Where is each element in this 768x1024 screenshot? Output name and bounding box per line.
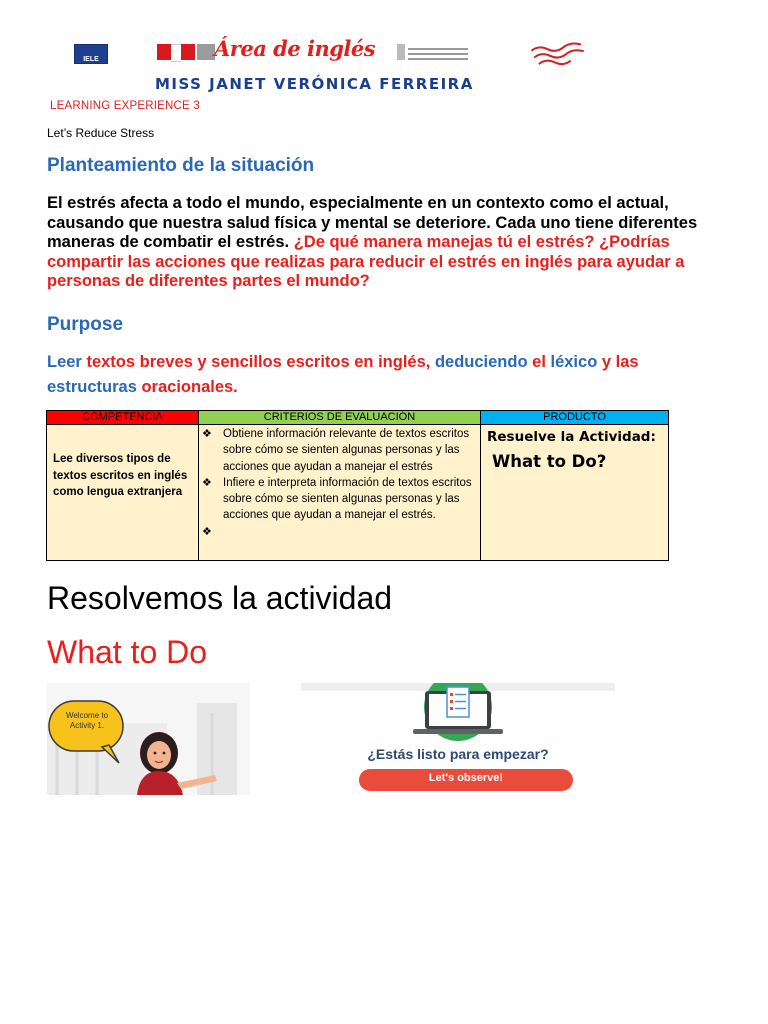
competencia-cell: Lee diversos tipos de textos escritos en inglés como lengua extranjera: [47, 425, 199, 561]
criterios-cell: [199, 425, 481, 561]
ministry-block: [197, 44, 215, 60]
welcome-bubble-text: Welcome to Activity 1.: [65, 711, 109, 730]
gov-divider: [397, 44, 405, 60]
activity-subtitle: Let’s Reduce Stress: [47, 126, 155, 140]
area-title: Área de inglés: [214, 36, 376, 61]
purpose-w6: y las: [601, 353, 639, 371]
criterio-item: [202, 475, 479, 524]
purpose-w2: textos breves y sencillos escritos en inglés,: [86, 353, 431, 371]
start-illustration: [301, 683, 615, 795]
table-row: [47, 425, 669, 561]
situation-paragraph: [47, 194, 737, 292]
criterio-item: [202, 524, 479, 540]
purpose-w1: Leer: [47, 353, 82, 371]
header-criterios: CRITERIOS DE EVALUACIÓN: [199, 411, 481, 425]
purpose-w8: oracionales.: [141, 378, 238, 396]
purpose-w5: léxico: [550, 353, 598, 371]
purpose-w3: deduciendo: [434, 353, 528, 371]
teacher-illustration: [47, 683, 250, 795]
iele-logo: IELE: [74, 44, 108, 64]
flag-red-2: [181, 44, 195, 60]
purpose-heading: Purpose: [47, 314, 124, 335]
bullet-icon: ❖: [202, 428, 212, 440]
producto-activity: What to Do?: [492, 452, 607, 471]
purpose-text: [47, 350, 727, 400]
situation-heading: Planteamiento de la situación: [47, 155, 315, 176]
bullet-icon: ❖: [202, 525, 212, 538]
flag-red: [157, 44, 171, 60]
welcome-illustration: [47, 683, 250, 795]
bullet-icon: ❖: [202, 476, 212, 489]
what-to-do-heading: What to Do: [47, 634, 208, 670]
producto-cell: [481, 425, 669, 561]
table-header-row: [47, 411, 669, 425]
signature-logo: [529, 39, 587, 71]
criterio-item: [202, 426, 479, 475]
evaluation-table: [46, 410, 669, 561]
learning-experience-label: LEARNING EXPERIENCE 3: [50, 100, 200, 112]
teacher-name: MISS JANET VERÓNICA FERREIRA: [155, 75, 474, 93]
lets-observe-button[interactable]: Let's observe!: [428, 772, 504, 784]
criterio-text: Obtiene información relevante de textos escritos sobre cómo se sienten algunas personas y las acciones que ayudan a manejar el estrés: [223, 428, 470, 473]
situation-question: ¿De qué manera manejas tú el estrés? ¿Podrías compartir las acciones que realizas para reducir el estrés en inglés para ayudar a personas de diferentes partes el mundo?: [47, 233, 685, 290]
purpose-w7: estructuras: [47, 378, 137, 396]
situation-text: El estrés afecta a todo el mundo, especialmente en un contexto como el actual, causando que nuestra salud física y mental se deteriore. Cada uno tiene diferentes maneras de combatir el estrés.: [47, 194, 698, 251]
header-competencia: COMPETENCIA: [47, 411, 199, 425]
flag-white: [171, 44, 181, 62]
header-producto: PRODUCTO: [481, 411, 669, 425]
criterio-text: Infiere e interpreta información de textos escritos sobre cómo se sienten algunas personas y las acciones que ayudan a manejar el estrés.: [223, 476, 472, 522]
purpose-w4: el: [532, 353, 546, 371]
producto-instruction: Resuelve la Actividad:: [487, 429, 656, 445]
ready-question: ¿Estás listo para empezar?: [367, 746, 549, 762]
criterios-list: [200, 426, 479, 540]
gov-text-block: [408, 45, 468, 63]
resolvemos-heading: Resolvemos la actividad: [47, 580, 393, 616]
